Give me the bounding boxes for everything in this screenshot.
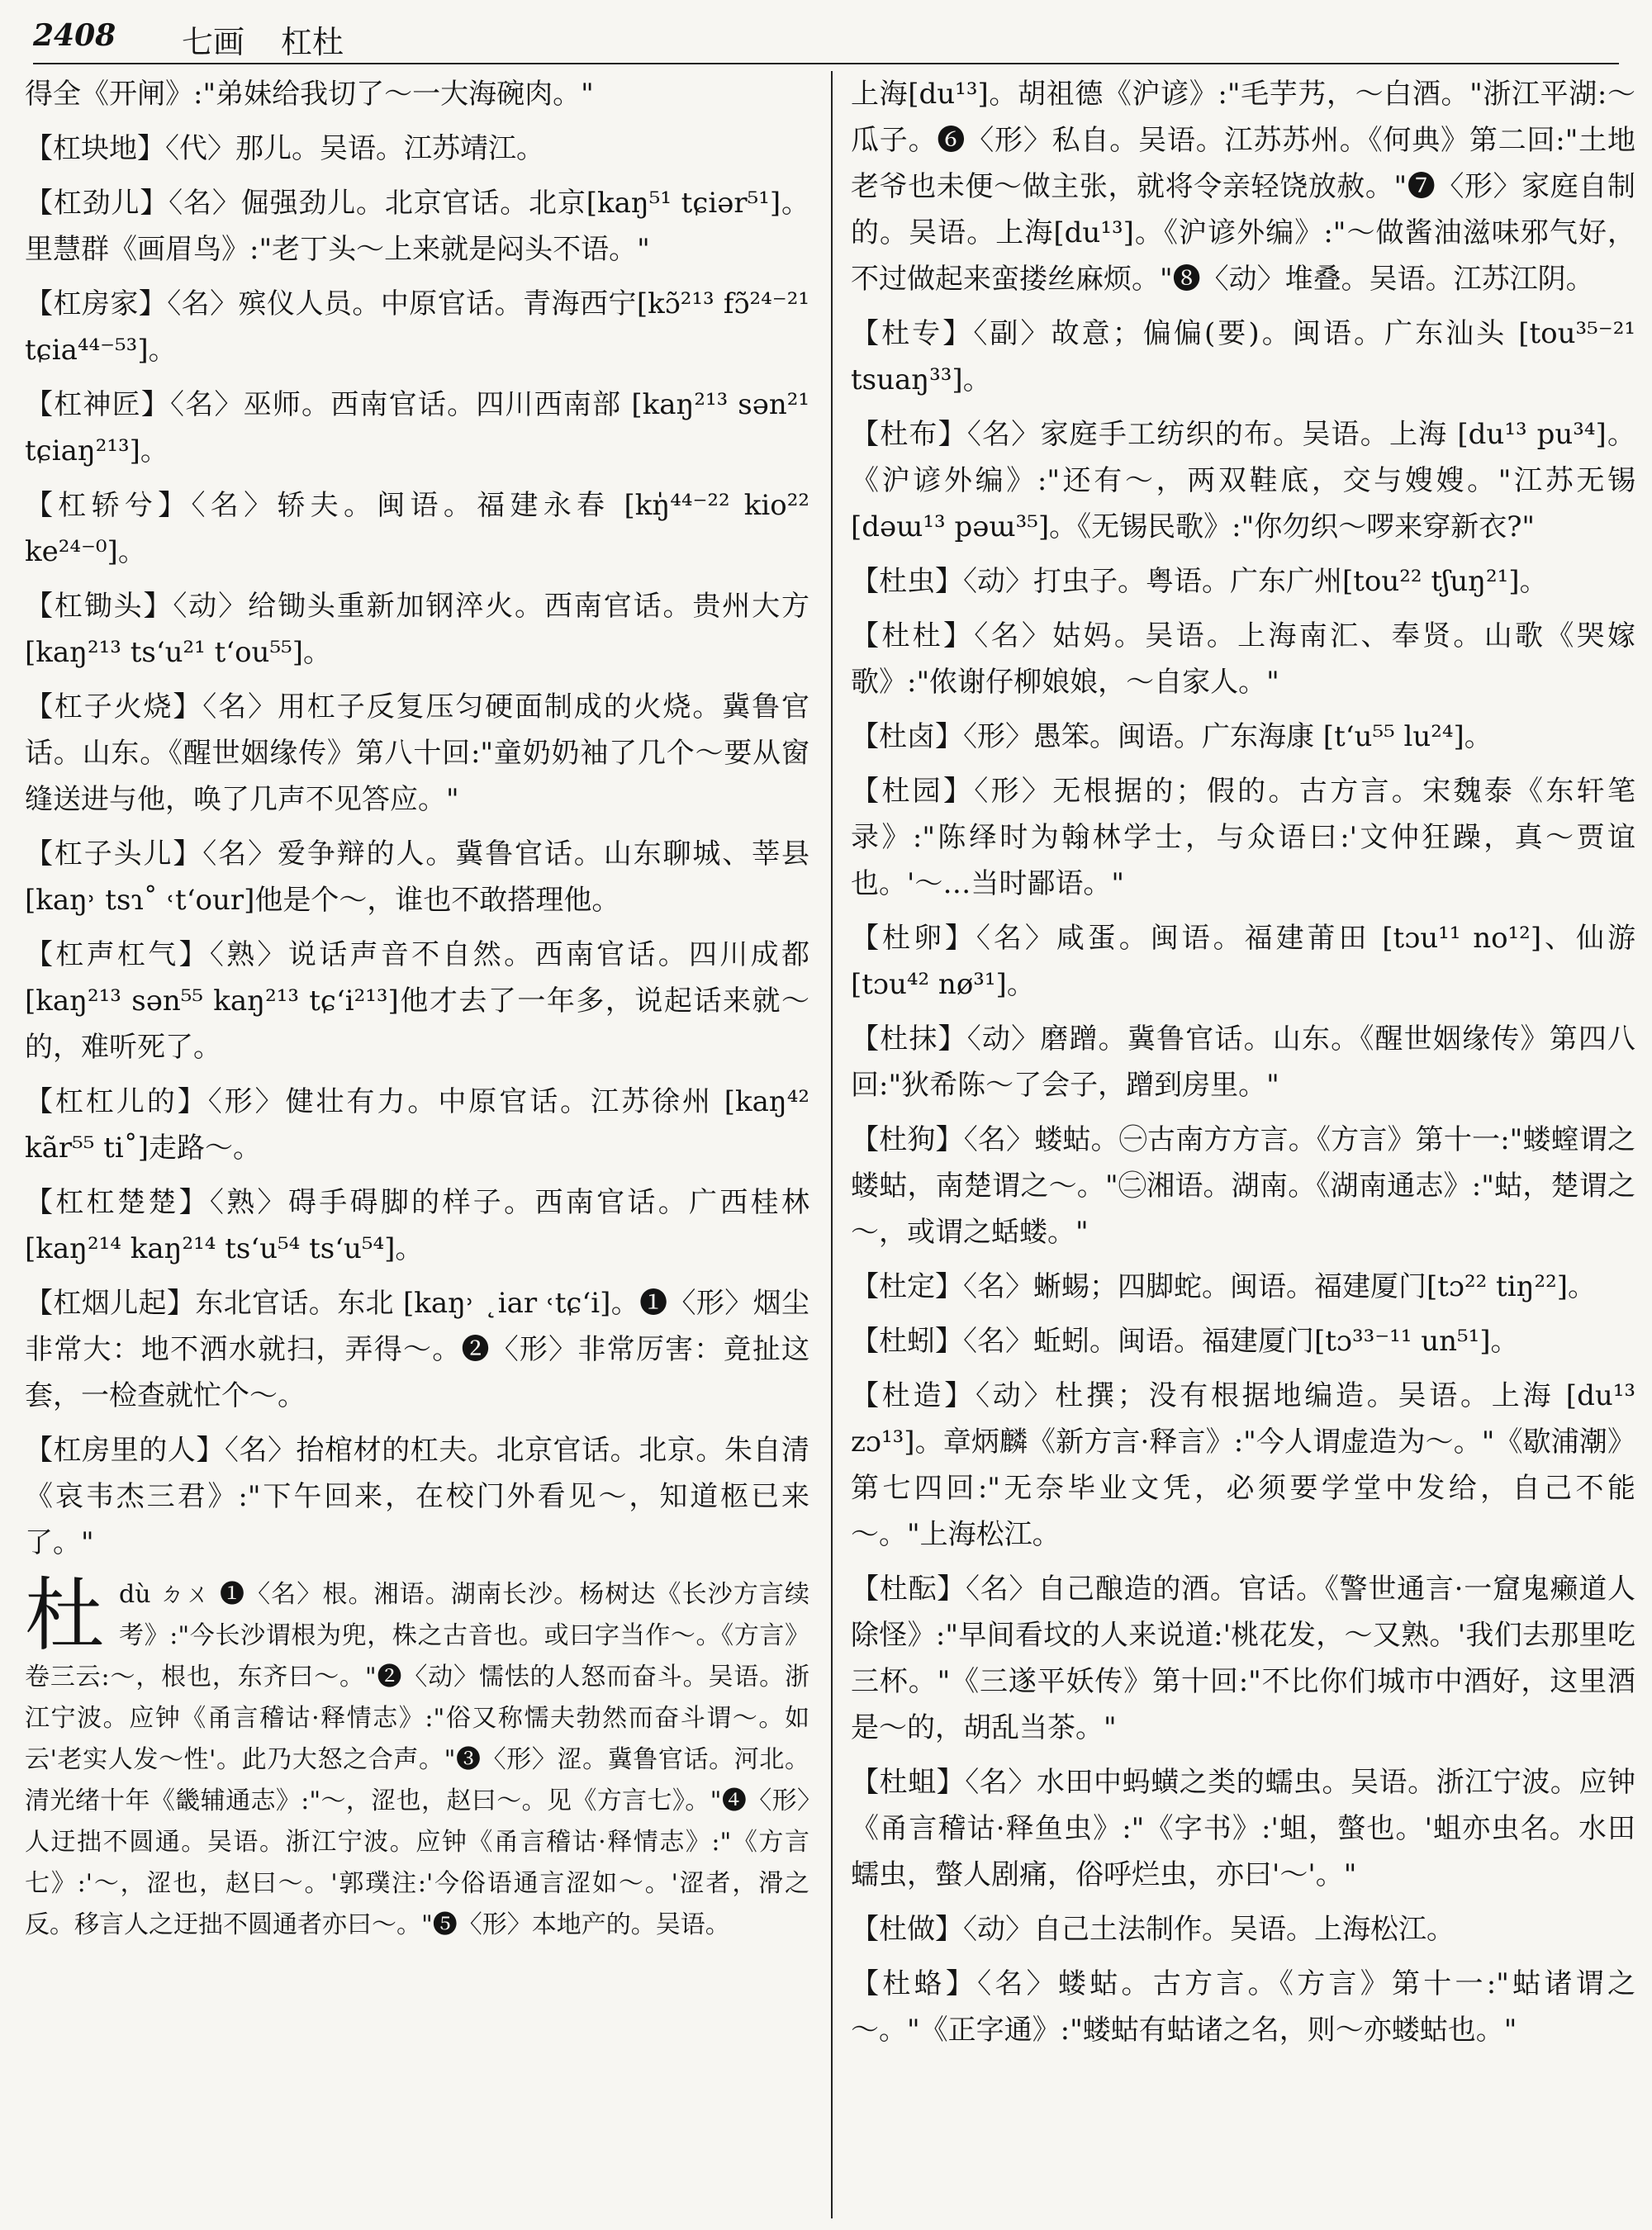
entry-du-mo: 【杜抹】〈动〉磨蹭。冀鲁官话。山东。《醒世姻缘传》第四八回:"狄希陈～了会子，蹭到房里。": [851, 1022, 1635, 1102]
page-number: 2408: [33, 18, 116, 53]
headword-du-pinyin: dù: [119, 1580, 151, 1609]
entry-gang-fangjia: 【杠房家】〈名〉殡仪人员。中原官话。青海西宁[kɔ̃²¹³ fɔ̃²⁴⁻²¹ tɕia⁴⁴⁻⁵³]。: [25, 287, 809, 367]
entry-du-gou: 【杜狗】〈名〉蝼蛄。㊀古南方方言。《方言》第十一:"蝼螲谓之蝼蛄，南楚谓之～。"㊁湘语。湖南。《湖南通志》:"蛄，楚谓之～，或谓之蛞蝼。": [851, 1123, 1635, 1249]
entry-ganggang-chuchu: 【杠杠楚楚】〈熟〉碍手碍脚的样子。西南官话。广西桂林[kaŋ²¹⁴ kaŋ²¹⁴ tsʻu⁵⁴ tsʻu⁵⁴]。: [25, 1186, 809, 1265]
entry-du-luan: 【杜卵】〈名〉咸蛋。闽语。福建莆田 [tɔu¹¹ no¹²]、仙游[tɔu⁴² nø³¹]。: [851, 922, 1635, 1001]
entry-gangsheng-gangqi: 【杠声杠气】〈熟〉说话声音不自然。西南官话。四川成都[kaŋ²¹³ sən⁵⁵ kaŋ²¹³ tɕʻi²¹³]他才去了一年多，说起话来就～的，难听死了。: [25, 938, 809, 1064]
entry-du-qu: 【杜蛆】〈名〉水田中蚂蟥之类的蠕虫。吴语。浙江宁波。应钟《甬言稽诂·释鱼虫》:"《字书》:'蛆，螫也。'蛆亦虫名。水田蠕虫，螫人剧痛，俗呼烂虫，亦曰'～'。": [851, 1766, 1635, 1891]
entry-du-zhuan: 【杜专】〈副〉故意；偏偏(要)。闽语。广东汕头 [tou³⁵⁻²¹ tsuaŋ³³]。: [851, 317, 1635, 396]
entry-du-yun: 【杜酝】〈名〉自己酿造的酒。官话。《警世通言·一窟鬼癞道人除怪》:"早间看坟的人来说道:'桃花发，～又熟。'我们去那里吃三杯。"《三遂平妖传》第十回:"不比你们城市中酒好，这里酒是～的，胡乱当茶。": [851, 1573, 1635, 1744]
entry-du-du: 【杜杜】〈名〉姑妈。吴语。上海南汇、奉贤。山歌《哭嫁歌》:"侬谢仔柳娘娘，～自家人。": [851, 619, 1635, 699]
headword-du-entry: [25, 1569, 809, 1946]
entry-du-zuo: 【杜做】〈动〉自己土法制作。吴语。上海松江。: [851, 1913, 1455, 1946]
entry-du-yin: 【杜蚓】〈名〉蚯蚓。闽语。福建厦门[tɔ³³⁻¹¹ un⁵¹]。: [851, 1325, 1519, 1358]
headword-du-definition: ❶〈名〉根。湘语。湖南长沙。杨树达《长沙方言续考》:"今长沙谓根为兜，株之古音也。或曰字当作～。《方言》卷三云:～，根也，东齐曰～。"❷〈动〉懦怯的人怒而奋斗。吴语。浙江宁波。应钟《甬言稽诂·释情志》:"俗又称懦夫勃然而奋斗谓～。如云'老实人发～性'。此乃大怒之合声。"❸〈形〉涩。冀鲁官话。河北。清光绪十年《畿辅通志》:"～，涩也，赵曰～。见《方言七》。"❹〈形〉人迂拙不圆通。吴语。浙江宁波。应钟《甬言稽诂·释情志》:"《方言七》:'～，涩也，赵曰～。'郭璞注:'今俗语通言涩如～。'涩者，滑之反。移言人之迂拙不圆通者亦曰～。"❺〈形〉本地产的。吴语。: [25, 1580, 809, 1939]
headword-du-zhuyin: ㄉㄨ: [159, 1580, 211, 1609]
entry-continued: 得全《开闸》:"弟妹给我切了～一大海碗肉。": [25, 78, 594, 111]
entry-ganggangr-de: 【杠杠儿的】〈形〉健壮有力。中原官话。江苏徐州 [kaŋ⁴² kãr⁵⁵ ti˚]走路～。: [25, 1085, 809, 1165]
entry-du-lu: 【杜卤】〈形〉愚笨。闽语。广东海康 [tʻu⁵⁵ lu²⁴]。: [851, 720, 1493, 753]
entry-gang-shenjiang: 【杠神匠】〈名〉巫师。西南官话。四川西南部 [kaŋ²¹³ sən²¹ tɕiaŋ²¹³]。: [25, 388, 809, 467]
entry-gangzi-tour: 【杠子头儿】〈名〉爱争辩的人。冀鲁官话。山东聊城、莘县[kaŋ˒ tsɿ˚ ˓tʻour]他是个～，谁也不敢搭理他。: [25, 837, 809, 917]
entry-gangfang-li-de-ren: 【杠房里的人】〈名〉抬棺材的杠夫。北京官话。北京。朱自清《哀韦杰三君》:"下午回来，在校门外看见～，知道柩已来了。": [25, 1434, 809, 1559]
entry-gangzi-huoshao: 【杠子火烧】〈名〉用杠子反复压匀硬面制成的火烧。冀鲁官话。山东。《醒世姻缘传》第八十回:"童奶奶袖了几个～要从窗缝送进与他，唤了几声不见答应。": [25, 690, 809, 816]
entry-gang-kuaidi: 【杠块地】〈代〉那儿。吴语。江苏靖江。: [25, 132, 544, 165]
entry-gang-jiaoxi: 【杠轿兮】〈名〉轿夫。闽语。福建永春 [kŋ̍⁴⁴⁻²² kio²² ke²⁴⁻⁰]。: [25, 489, 809, 568]
entry-du-continued: 上海[du¹³]。胡祖德《沪谚》:"毛芋艿，～白酒。"浙江平湖:～瓜子。❻〈形〉私自。吴语。江苏苏州。《何典》第二回:"土地老爷也未便～做主张，就将令亲轻饶放赦。"❼〈形〉家庭自制的。吴语。上海[du¹³]。《沪谚外编》:"～做酱油滋味邪气好，不过做起来蛮搂丝麻烦。"❽〈动〉堆叠。吴语。江苏江阴。: [851, 78, 1635, 296]
left-column: [25, 71, 809, 2218]
right-column: [851, 71, 1635, 2218]
entry-du-ge: 【杜蛒】〈名〉蝼蛄。古方言。《方言》第十一:"蛄诸谓之～。"《正字通》:"蝼蛄有蛄诸之名，则～亦蝼蛄也。": [851, 1967, 1635, 2047]
column-divider: [831, 71, 833, 2218]
entry-du-bu: 【杜布】〈名〉家庭手工纺织的布。吴语。上海 [du¹³ pu³⁴]。《沪谚外编》:"还有～，两双鞋底，交与嫂嫂。"江苏无锡 [dəɯ¹³ pəɯ³⁵]。《无锡民歌》:"你勿织～啰来穿新衣?": [851, 418, 1635, 543]
entry-gang-jinr: 【杠劲儿】〈名〉倔强劲儿。北京官话。北京[kaŋ⁵¹ tɕiər⁵¹]。里慧群《画眉鸟》:"老丁头～上来就是闷头不语。": [25, 187, 809, 266]
stroke-count-label: 七画: [182, 24, 245, 60]
entry-gang-yanrqi: 【杠烟儿起】东北官话。东北 [kaŋ˒ ˛iar ˓tɕʻi]。❶〈形〉烟尘非常大：地不洒水就扫，弄得～。❷〈形〉非常厉害：竟扯这套，一检查就忙个～。: [25, 1287, 809, 1412]
page-header: [33, 12, 1619, 64]
entry-du-chong: 【杜虫】〈动〉打虫子。粤语。广东广州[tou²² tʃuŋ²¹]。: [851, 565, 1548, 598]
entry-gang-chutou: 【杠锄头】〈动〉给锄头重新加钢淬火。西南官话。贵州大方 [kaŋ²¹³ tsʻu²¹ tʻou⁵⁵]。: [25, 590, 809, 669]
entry-du-ding: 【杜定】〈名〉蜥蜴；四脚蛇。闽语。福建厦门[tɔ²² tiŋ²²]。: [851, 1270, 1596, 1303]
entry-du-yuan: 【杜园】〈形〉无根据的；假的。古方言。宋魏泰《东轩笔录》:"陈绎时为翰林学士，与众语曰:'文仲狂躁，真～贾谊也。'～…当时鄙语。": [851, 775, 1635, 900]
entry-du-zao: 【杜造】〈动〉杜撰；没有根据地编造。吴语。上海 [du¹³ zɔ¹³]。章炳麟《新方言·释言》:"今人谓虚造为～。"《歇浦潮》第七四回:"无奈毕业文凭，必须要学堂中发给，自己不能～。"上海松江。: [851, 1379, 1635, 1551]
headword-du-char: 杜: [25, 1569, 104, 1662]
header-characters: 杠杜: [281, 24, 344, 60]
